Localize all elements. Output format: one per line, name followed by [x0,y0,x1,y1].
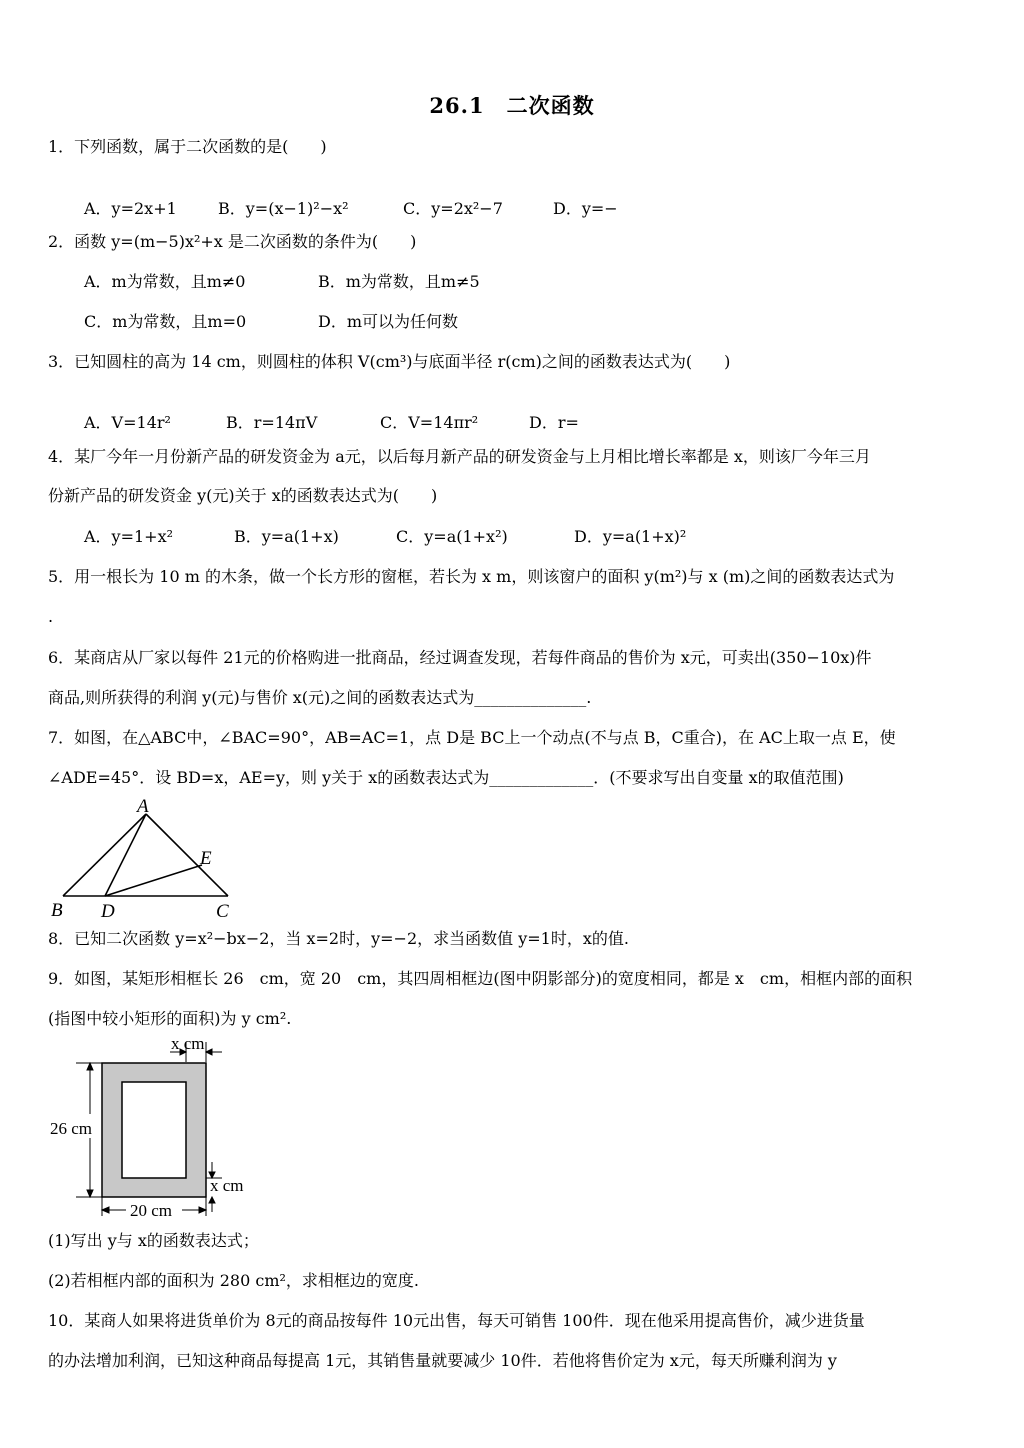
q3-option-a: A．V=14r² [84,413,171,432]
height-label: 26 cm [50,1119,93,1138]
vertex-c-label: C [216,901,229,922]
q2-option-a: A．m为常数，且m≠0 [84,272,246,291]
question-1-stem: 1．下列函数，属于二次函数的是( ) [48,137,327,156]
side-ac [146,814,228,896]
question-4-line-1: 4．某厂今年一月份新产品的研发资金为 a元，以后每月新产品的研发资金与上月相比增长率都是 x，则该厂今年三月 [48,447,871,466]
segment-ad [105,814,146,896]
right-width-label: x cm [210,1176,244,1195]
width-label: 20 cm [130,1201,173,1220]
q4-option-b: B．y=a(1+x) [234,527,339,546]
question-10-line-2: 的办法增加利润，已知这种商品每提高 1元，其销售量就要减少 10件．若他将售价定为 x元，每天所赚利润为 y [48,1351,837,1370]
q4-option-c: C．y=a(1+x²) [396,527,508,546]
question-5-line-1: 5．用一根长为 10 m 的木条，做一个长方形的窗框，若长为 x m，则该窗户的面积 y(m²)与 x (m)之间的函数表达式为 [48,567,895,586]
question-7-line-1: 7．如图，在△ABC中，∠BAC=90°，AB=AC=1，点 D是 BC上一个动点(不与点 B，C重合)，在 AC上取一点 E，使 [48,728,896,747]
question-6-line-2: 商品,则所获得的利润 y(元)与售价 x(元)之间的函数表达式为______________. [48,688,592,707]
q4-option-a: A．y=1+x² [84,527,174,546]
page-title: 26.1 二次函数 [429,93,595,118]
question-9-line-1: 9．如图，某矩形相框长 26 cm，宽 20 cm，其四周相框边(图中阴影部分)的宽度相同，都是 x cm，相框内部的面积 [48,969,913,988]
q2-option-b: B．m为常数，且m≠5 [318,272,480,291]
question-3-stem: 3．已知圆柱的高为 14 cm，则圆柱的体积 V(cm³)与底面半径 r(cm)之间的函数表达式为( ) [48,352,731,371]
question-2-stem: 2．函数 y=(m−5)x²+x 是二次函数的条件为( ) [48,232,417,251]
q2-option-d: D．m可以为任何数 [318,312,459,331]
question-5-line-2: . [48,607,54,626]
q3-option-c: C．V=14πr² [380,413,479,432]
segment-de [105,865,202,896]
point-d-label: D [101,901,115,922]
vertex-a-label: A [137,796,149,817]
question-6-line-1: 6．某商店从厂家以每件 21元的价格购进一批商品，经过调查发现，若每件商品的售价为 x元，可卖出(350−10x)件 [48,648,872,667]
vertex-b-label: B [51,900,63,921]
q1-option-a: A．y=2x+1 [84,199,177,218]
question-10-line-1: 10．某商人如果将进货单价为 8元的商品按每件 10元出售，每天可销售 100件．现在他采用提高售价，减少进货量 [48,1311,865,1330]
q3-option-b: B．r=14πV [226,413,318,432]
frame-figure [46,1034,266,1224]
question-9-line-2: (指图中较小矩形的面积)为 y cm². [48,1009,292,1028]
q1-option-c: C．y=2x²−7 [403,199,503,218]
q1-option-b: B．y=(x−1)²−x² [218,199,349,218]
question-7-line-2: ∠ADE=45°．设 BD=x，AE=y，则 y关于 x的函数表达式为_____________．(不要求写出自变量 x的取值范围) [48,768,844,787]
question-9-sub-1: (1)写出 y与 x的函数表达式； [48,1231,259,1250]
question-8-line-1: 8．已知二次函数 y=x²−bx−2，当 x=2时，y=−2，求当函数值 y=1时，x的值. [48,929,629,948]
point-e-label: E [200,848,212,869]
q1-option-d: D．y=− [553,199,618,218]
question-9-sub-2: (2)若相框内部的面积为 280 cm²，求相框边的宽度. [48,1271,420,1290]
triangle-figure [44,792,244,922]
top-width-label: x cm [171,1034,205,1053]
inner-rectangle [122,1082,186,1178]
question-4-line-2: 份新产品的研发资金 y(元)关于 x的函数表达式为( ) [48,486,438,505]
q3-option-d: D．r= [529,413,579,432]
side-ab [63,814,146,896]
q4-option-d: D．y=a(1+x)² [574,527,687,546]
q2-option-c: C．m为常数，且m=0 [84,312,247,331]
